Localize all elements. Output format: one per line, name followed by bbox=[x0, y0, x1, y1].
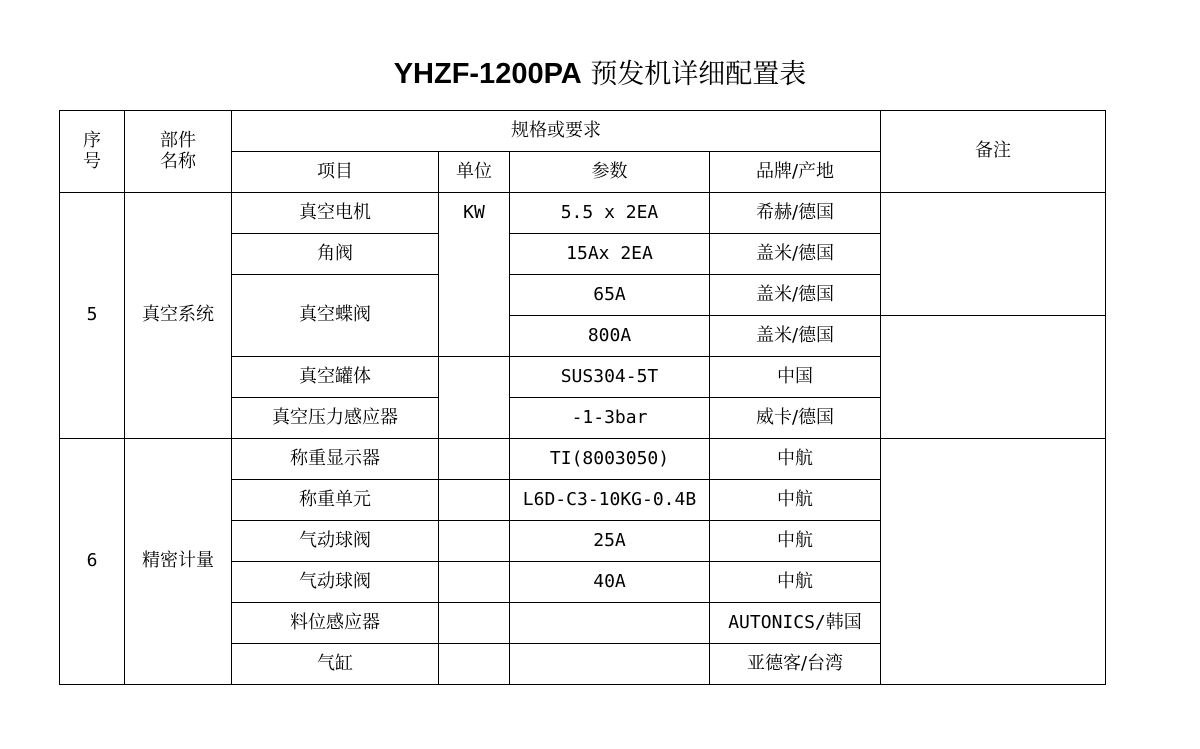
param-cell: L6D-C3-10KG-0.4B bbox=[510, 480, 710, 521]
brand-cell: 希赫/德国 bbox=[710, 193, 881, 234]
section-part: 精密计量 bbox=[125, 439, 232, 685]
brand-cell: 亚德客/台湾 bbox=[710, 644, 881, 685]
item-cell: 气动球阀 bbox=[232, 562, 439, 603]
unit-cell: KW bbox=[439, 193, 510, 234]
param-cell: 40A bbox=[510, 562, 710, 603]
brand-cell: 中国 bbox=[710, 357, 881, 398]
section-no: 5 bbox=[60, 193, 125, 439]
header-spec: 规格或要求 bbox=[232, 111, 881, 152]
header-row-1 bbox=[60, 111, 1106, 152]
param-cell: TI(8003050) bbox=[510, 439, 710, 480]
brand-cell: 威卡/德国 bbox=[710, 398, 881, 439]
item-cell: 真空压力感应器 bbox=[232, 398, 439, 439]
param-cell: -1-3bar bbox=[510, 398, 710, 439]
title-model-code: YHZF-1200PA bbox=[393, 58, 582, 90]
param-cell: SUS304-5T bbox=[510, 357, 710, 398]
param-cell: 25A bbox=[510, 521, 710, 562]
page-title bbox=[0, 52, 1200, 91]
brand-cell: 中航 bbox=[710, 562, 881, 603]
unit-cell bbox=[439, 357, 510, 398]
item-cell: 真空电机 bbox=[232, 193, 439, 234]
table-row bbox=[60, 193, 1106, 234]
remark-cell bbox=[881, 439, 1106, 685]
section-part: 真空系统 bbox=[125, 193, 232, 439]
unit-cell bbox=[439, 398, 510, 439]
header-no: 序 号 bbox=[60, 111, 125, 193]
remark-cell bbox=[881, 193, 1106, 316]
item-cell: 气缸 bbox=[232, 644, 439, 685]
brand-cell: 盖米/德国 bbox=[710, 316, 881, 357]
param-cell bbox=[510, 644, 710, 685]
brand-cell: 中航 bbox=[710, 521, 881, 562]
configuration-table bbox=[59, 110, 1106, 685]
param-cell: 5.5 x 2EA bbox=[510, 193, 710, 234]
unit-cell bbox=[439, 234, 510, 275]
param-cell: 800A bbox=[510, 316, 710, 357]
item-cell: 称重显示器 bbox=[232, 439, 439, 480]
header-part-name: 部件 名称 bbox=[125, 111, 232, 193]
item-cell: 料位感应器 bbox=[232, 603, 439, 644]
unit-cell bbox=[439, 480, 510, 521]
section-no: 6 bbox=[60, 439, 125, 685]
header-item: 项目 bbox=[232, 152, 439, 193]
brand-cell: 中航 bbox=[710, 439, 881, 480]
unit-cell bbox=[439, 521, 510, 562]
unit-cell bbox=[439, 275, 510, 357]
title-text: 预发机详细配置表 bbox=[590, 59, 807, 90]
item-cell: 真空罐体 bbox=[232, 357, 439, 398]
unit-cell bbox=[439, 439, 510, 480]
header-brand: 品牌/产地 bbox=[710, 152, 881, 193]
brand-cell: AUTONICS/韩国 bbox=[710, 603, 881, 644]
param-cell: 65A bbox=[510, 275, 710, 316]
item-cell: 角阀 bbox=[232, 234, 439, 275]
unit-cell bbox=[439, 644, 510, 685]
unit-cell bbox=[439, 603, 510, 644]
header-param: 参数 bbox=[510, 152, 710, 193]
remark-cell bbox=[881, 316, 1106, 439]
header-remark: 备注 bbox=[881, 111, 1106, 193]
param-cell: 15Ax 2EA bbox=[510, 234, 710, 275]
brand-cell: 中航 bbox=[710, 480, 881, 521]
table-row bbox=[60, 439, 1106, 480]
param-cell bbox=[510, 603, 710, 644]
item-cell: 真空蝶阀 bbox=[232, 275, 439, 357]
header-unit: 单位 bbox=[439, 152, 510, 193]
item-cell: 称重单元 bbox=[232, 480, 439, 521]
item-cell: 气动球阀 bbox=[232, 521, 439, 562]
brand-cell: 盖米/德国 bbox=[710, 275, 881, 316]
unit-cell bbox=[439, 562, 510, 603]
brand-cell: 盖米/德国 bbox=[710, 234, 881, 275]
